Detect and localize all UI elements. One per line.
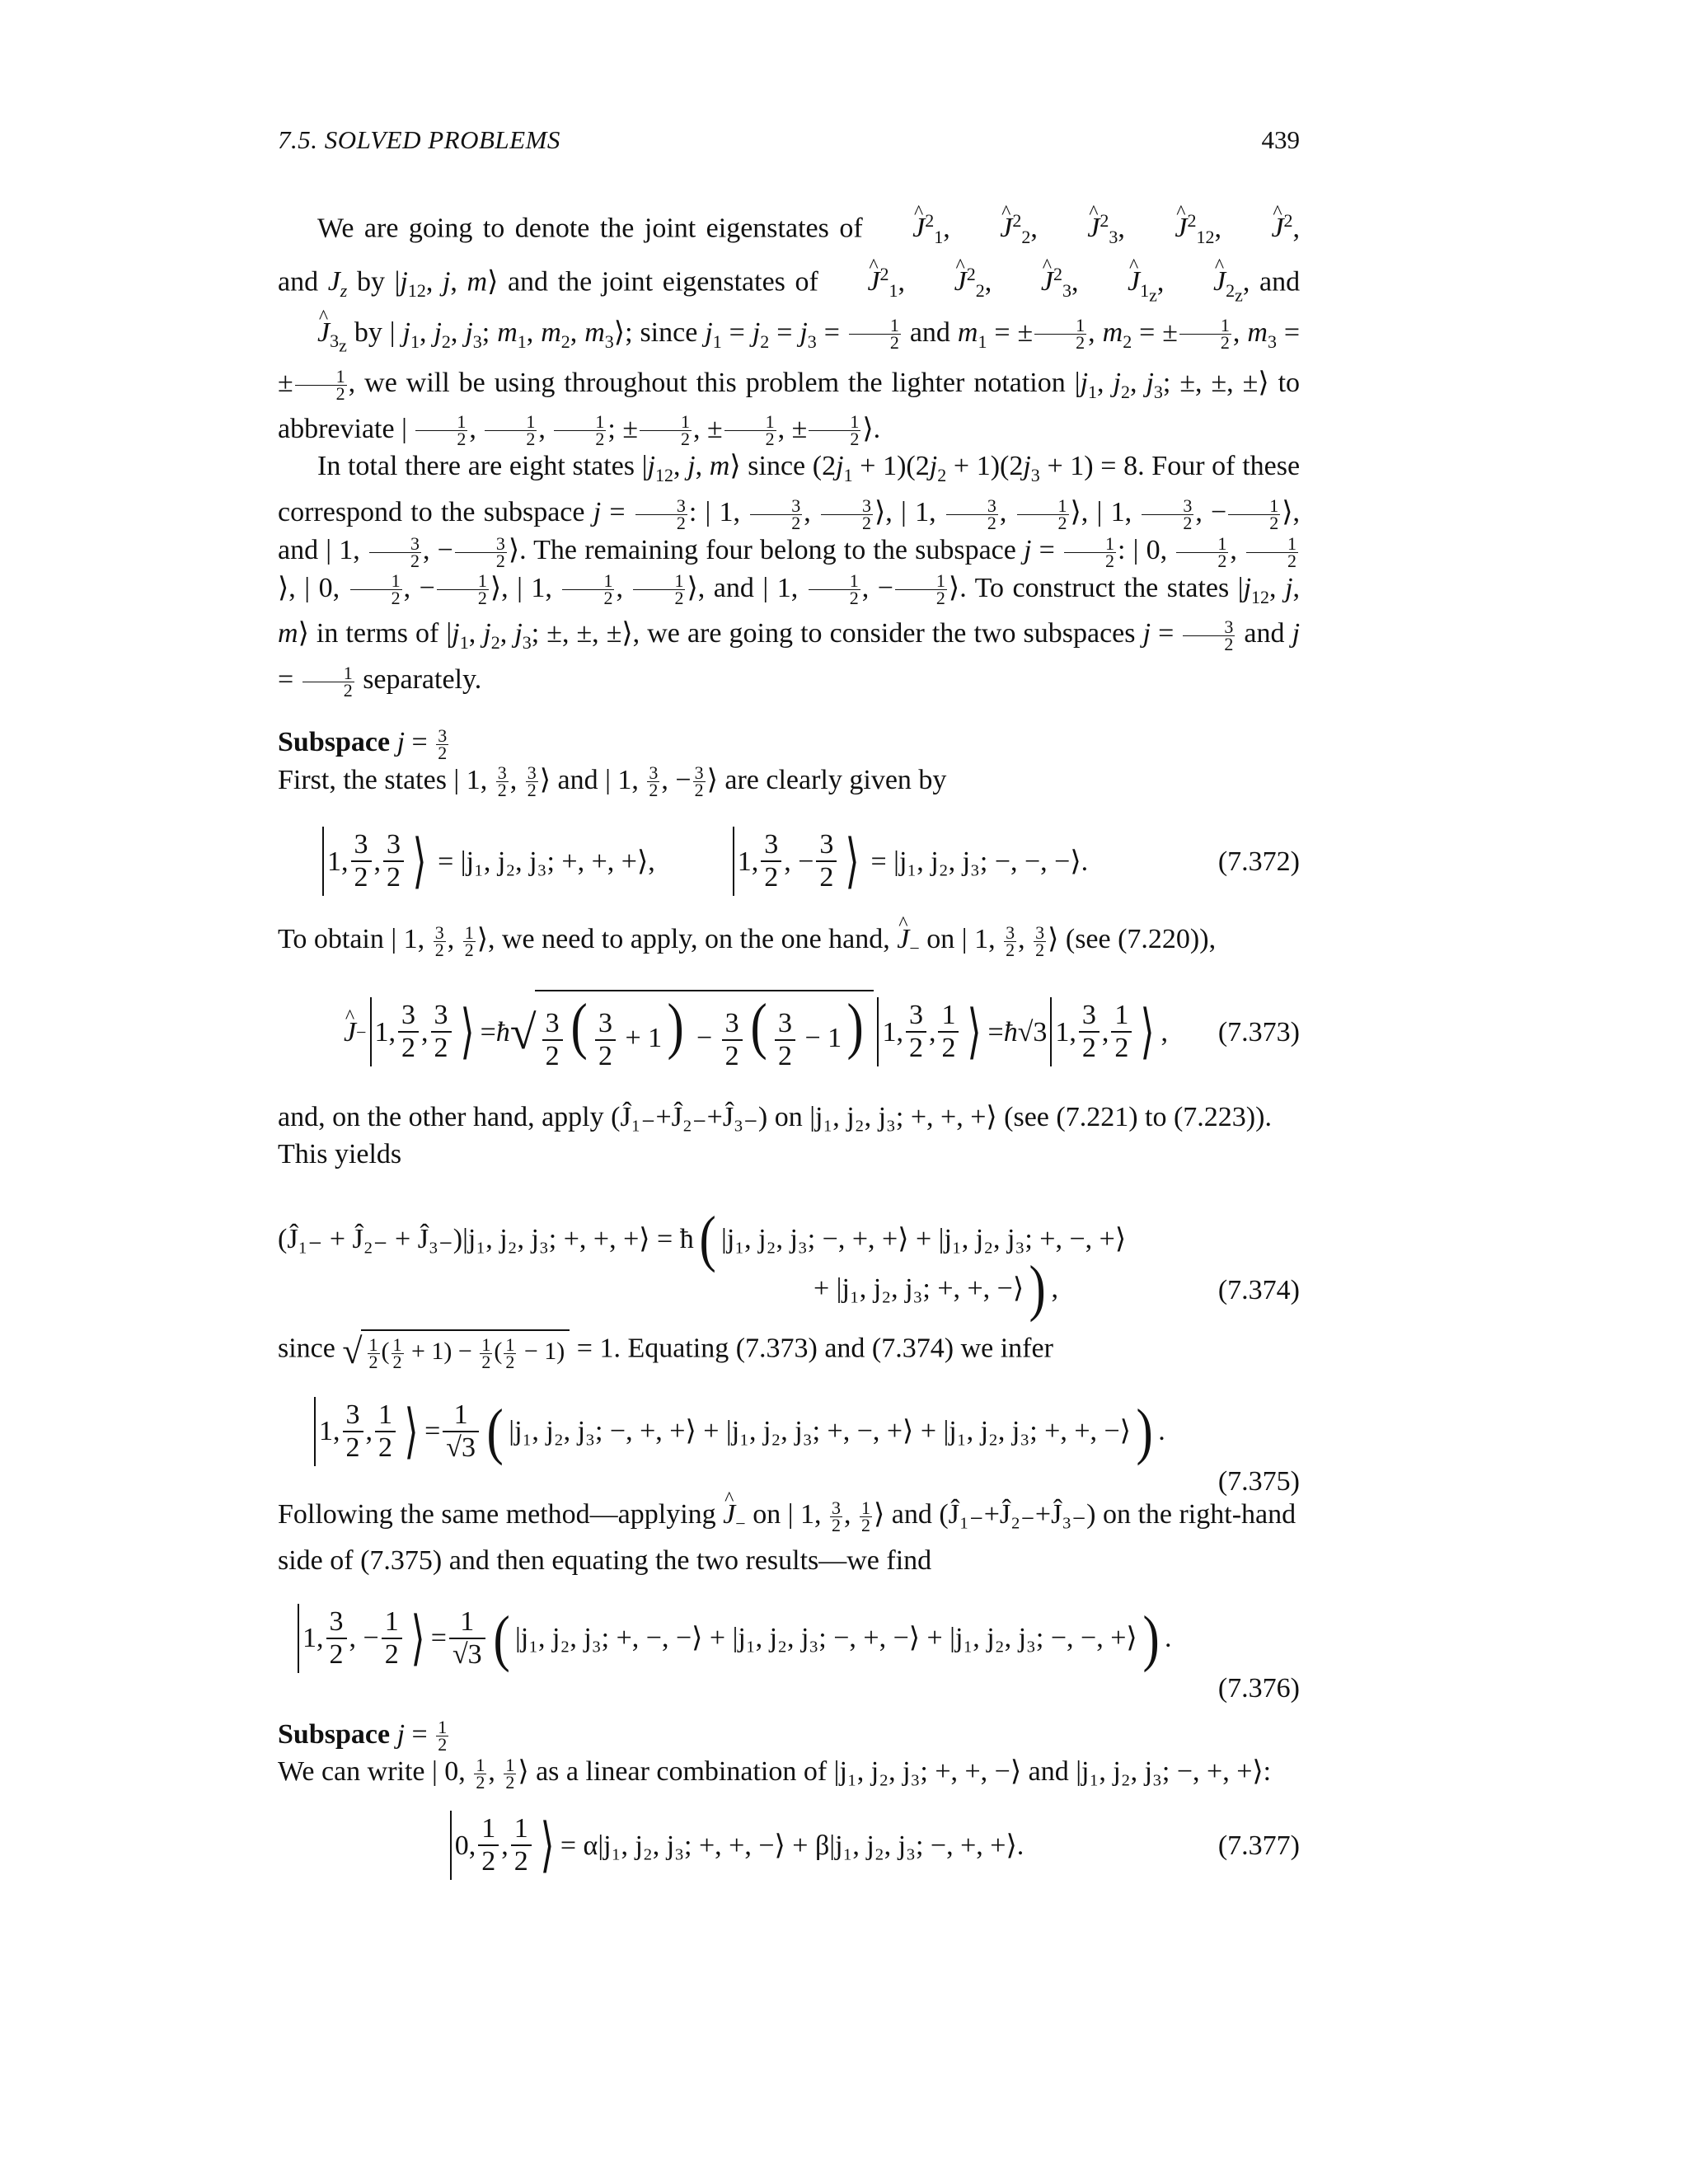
equation-7-375: 1, 3 2 , 1 2 ⟩ = 1 √3 ( |j₁, j₂, j₃; −, +, +⟩ + |j₁, j₂, j₃; +, −, +⟩ + |j₁, j₂, j₃; +, +, −⟩ ) . (7.375)	[278, 1397, 1300, 1496]
equation-7-372: 1, 3 2 , 3 2 ⟩ = |j₁, j₂, j₃; +, +, +⟩, 1, 3 2 , − 3 2 ⟩ = |j₁, j₂, j₃; −, −, −⟩. (7.372)	[278, 827, 1300, 896]
page-body	[278, 202, 1300, 1893]
equation-number: (7.375)	[1217, 1465, 1300, 1497]
equation-number: (7.376)	[1217, 1672, 1300, 1704]
obtain-paragraph: To obtain | 1, $\frac{3}{2}$ , $\frac{1}{2}$ ⟩, we need to apply, on the one hand, ^ $J_-$ on | 1, $\frac{3}{2}$ , $\frac{3}{2}$ ⟩ (see (7.220)),	[278, 921, 1300, 967]
equation-number: (7.377)	[1217, 1830, 1300, 1861]
equation-number: (7.374)	[1217, 1275, 1300, 1306]
section-title: 7.5. SOLVED PROBLEMS	[278, 125, 560, 154]
page-number: 439	[1261, 125, 1300, 154]
paragraph-notation: We are going to denote the joint eigenstates of ^ $J^2_1$, ^ $J^2_2$, ^ $J^2_3$, ^ $J^2_{12}$, ^ $J^2$, and $J_z$ by $|j_{12}$, j, m⟩ and the joint eigenstates of ^ $J^2_1$, ^ $J^2_2$, ^ $J^2_3$, ^ $J_{1_z}$, ^ $J_{2_z}$, and ^ $J_{3_z}$ by | $j_1$, $j_2$, $j_3$; $m_1$, $m_2$, $m_3⟩$; since $j_1 = j_2 = j_3$ = $\frac{1}{2}$ and $m_1$ = ± $\frac{1}{2}$ , $m_2$ = ± $\frac{1}{2}$ , $m_3$ = ± $\frac{1}{2}$ , we will be using throughout this problem the lighter notation $|j_1$, $j_2$, $j_3$; ±, ±, ±⟩ to abbreviate | $\frac{1}{2}$ , $\frac{1}{2}$ , $\frac{1}{2}$ ; ± $\frac{1}{2}$ , ± $\frac{1}{2}$ , ± $\frac{1}{2}$ ⟩.	[278, 202, 1300, 448]
subspace-3-2-intro: First, the states | 1, $\frac{3}{2}$ , $\frac{3}{2}$ ⟩ and | 1, $\frac{3}{2}$ , − $\frac{3}{2}$ ⟩ are clearly given by	[278, 762, 947, 801]
equation-7-377: 0, 1 2 , 1 2 ⟩ = α|j₁, j₂, j₃; +, +, −⟩ + β|j₁, j₂, j₃; −, +, +⟩. (7.377)	[278, 1811, 1300, 1880]
equation-7-373: ^ J − 1, 3 2 , 3 2 ⟩ = ħ √ $\frac{3}{2}$ ( $\frac{3}{2}$ + 1) − $\frac{3}{2}$ ( $\frac{3}{2}$ − 1) 1, 3 2 , 1 2 ⟩ = ħ √3 1, 3 2 , 1 2 ⟩ , (7.373)	[278, 990, 1300, 1074]
subspace-1-2-intro: We can write | 0, $\frac{1}{2}$ , $\frac{1}{2}$ ⟩ as a linear combination of |j₁, j₂, j₃; +, +, −⟩ and |j₁, j₂, j₃; −, +, +⟩:	[278, 1755, 1272, 1793]
running-header	[278, 125, 1300, 163]
equation-7-374: (Ĵ₁₋ + Ĵ₂₋ + Ĵ₃₋)|j₁, j₂, j₃; +, +, +⟩ = ħ ( |j₁, j₂, j₃; −, +, +⟩ + |j₁, j₂, j₃; +, −, +⟩ + |j₁, j₂, j₃; +, +, −⟩ ) , (7.374)	[278, 1204, 1300, 1324]
equation-7-376: 1, 3 2 , − 1 2 ⟩ = 1 √3 ( |j₁, j₂, j₃; +, −, −⟩ + |j₁, j₂, j₃; −, +, −⟩ + |j₁, j₂, j₃; −, −, +⟩ ) . (7.376)	[278, 1604, 1300, 1703]
subspace-1-2-heading: Subspace j = $\frac{1}{2}$	[278, 1717, 448, 1755]
other-hand-paragraph: and, on the other hand, apply (Ĵ₁₋+Ĵ₂₋+Ĵ₃₋) on |j₁, j₂, j₃; +, +, +⟩ (see (7.221) to (7.223)). This yields	[278, 1102, 1272, 1170]
equation-number: (7.372)	[1217, 846, 1300, 877]
equation-number: (7.373)	[1217, 1016, 1300, 1047]
following-paragraph: Following the same method—applying ^ $J_-$ on | 1, $\frac{3}{2}$ , $\frac{1}{2}$ ⟩ and (Ĵ₁₋+Ĵ₂₋+Ĵ₃₋) on the right-hand side of (7.375) and then equating the two results—we find	[278, 1496, 1300, 1579]
subspace-3-2-heading: Subspace j = $\frac{3}{2}$	[278, 724, 448, 763]
paragraph-subspaces: In total there are eight states $|j_{12}$, j, m⟩ since $(2j_1 + 1)(2j_2 + 1)(2j_3 + 1) = 8$. Four of these correspond to the subspace j = $\frac{3}{2}$ : | 1, $\frac{3}{2}$ , $\frac{3}{2}$ ⟩, | 1, $\frac{3}{2}$ , $\frac{1}{2}$ ⟩, | 1, $\frac{3}{2}$ , − $\frac{1}{2}$ ⟩, and | 1, $\frac{3}{2}$ , − $\frac{3}{2}$ ⟩. The remaining four belong to the subspace j = $\frac{1}{2}$ : | 0, $\frac{1}{2}$ , $\frac{1}{2}$ ⟩, | 0, $\frac{1}{2}$ , − $\frac{1}{2}$ ⟩, | 1, $\frac{1}{2}$ , $\frac{1}{2}$ ⟩, and | 1, $\frac{1}{2}$ , − $\frac{1}{2}$ ⟩. To construct the states $|j_{12}$, j, m⟩ in terms of $|j_1$, $j_2$, $j_3$; ±, ±, ±⟩, we are going to consider the two subspaces j = $\frac{3}{2}$ and j = $\frac{1}{2}$ separately.	[278, 451, 1301, 701]
since-paragraph: since √ $\frac{1}{2}$ ( $\frac{1}{2}$ + 1) − $\frac{1}{2}$ ( $\frac{1}{2}$ − 1) = 1. Equating (7.373) and (7.374) we infer	[278, 1330, 1053, 1372]
